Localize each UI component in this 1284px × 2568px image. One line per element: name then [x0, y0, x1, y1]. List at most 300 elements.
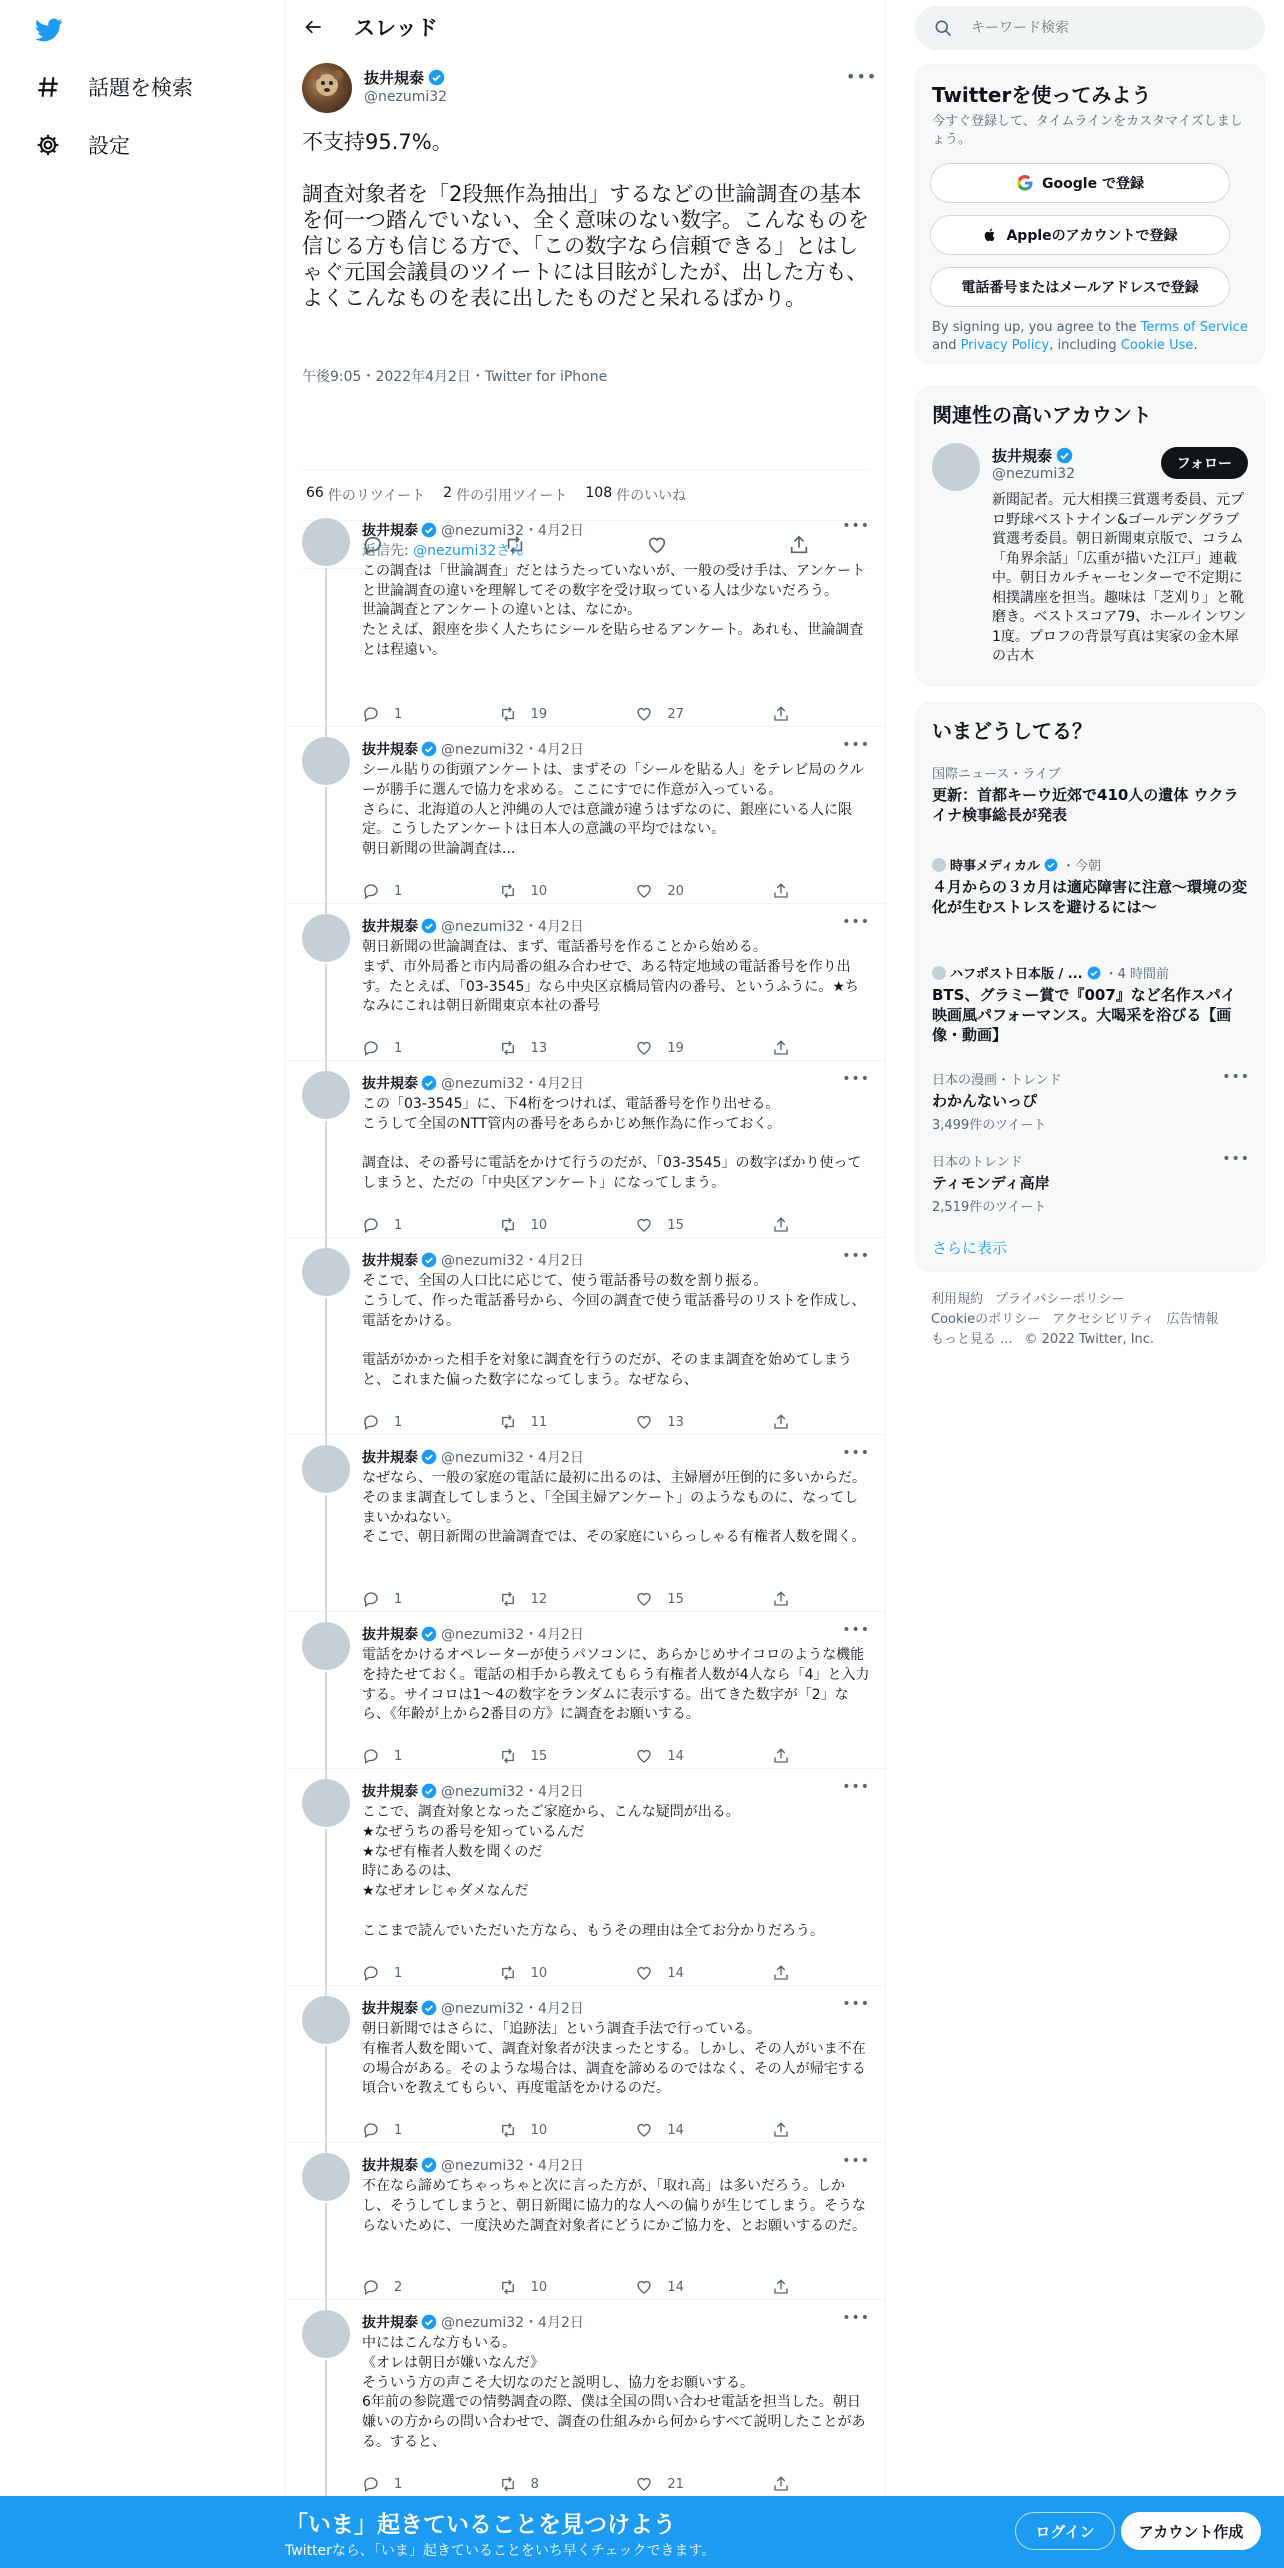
reply-icon: [362, 1039, 380, 1057]
avatar[interactable]: [302, 737, 350, 785]
trend-title: わかんないっぴ: [932, 1092, 1038, 1110]
like-icon: [635, 882, 653, 900]
stat-label: 件のいいね: [616, 488, 687, 504]
like-count: 14: [667, 2279, 684, 2295]
share-action[interactable]: [772, 2475, 792, 2493]
share-icon: [772, 882, 790, 900]
reply-icon: [362, 705, 380, 723]
signup-banner: [0, 2496, 1284, 2568]
like-icon: [635, 1747, 653, 1765]
reply-icon: [362, 1747, 380, 1765]
reply-text: 不在なら諦めてちゃっちゃと次に言った方が、「取れ高」は多いだろう。しかし、そうしてしまうと、朝日新聞に協力的な人への偏りが生じてしまう。そうならないために、一度決めた調査対象者にどうにかご協力を、とお願いするのだ。: [362, 2178, 866, 2234]
reply-tweet[interactable]: [286, 1435, 886, 1612]
reply-body: [362, 1803, 872, 1942]
share-icon: [772, 1039, 790, 1057]
reply-tweet[interactable]: [286, 2300, 886, 2500]
like-count: 19: [667, 1040, 684, 1056]
author-handle-date[interactable]: @nezumi32・4月2日: [441, 919, 584, 935]
retweet-icon: [499, 2278, 517, 2296]
share-icon: [772, 1216, 790, 1234]
like-action[interactable]: [635, 705, 725, 723]
like-action[interactable]: [635, 1413, 725, 1431]
retweet-action[interactable]: [499, 1039, 589, 1057]
reply-body: [362, 938, 872, 1017]
footer-accessibility-link[interactable]: アクセシビリティ: [1052, 1312, 1155, 1327]
tweet-meta[interactable]: 午後9:05・2022年4月2日・Twitter for iPhone: [302, 369, 608, 385]
related-title: 関連性の高いアカウント: [932, 403, 1152, 427]
like-action[interactable]: [635, 2475, 725, 2493]
gear-icon: [34, 131, 62, 159]
reply-header: [362, 1073, 584, 1093]
verified-badge-icon: [1087, 966, 1101, 980]
trend-item[interactable]: [932, 1069, 1250, 1133]
retweet-icon: [499, 2121, 517, 2139]
reply-actions: [362, 1038, 792, 1058]
author-name[interactable]: 抜井規泰: [362, 2158, 418, 2174]
related-account-handle[interactable]: @nezumi32: [992, 466, 1076, 482]
trend-meta: 国際ニュース・ライブ: [932, 767, 1061, 782]
reply-tweet[interactable]: [286, 508, 886, 727]
verified-badge-icon: [421, 918, 437, 934]
reply-count: 1: [394, 1965, 403, 1981]
like-icon: [635, 1590, 653, 1608]
author-name[interactable]: 抜井規泰: [362, 2315, 418, 2331]
reply-header: [362, 520, 584, 540]
reply-actions: [362, 704, 792, 724]
avatar[interactable]: [302, 2153, 350, 2201]
footer-privacy-link[interactable]: プライバシーポリシー: [995, 1292, 1125, 1307]
reply-actions: [362, 1412, 792, 1432]
retweet-icon: [499, 1964, 517, 1982]
reply-icon: [362, 1216, 380, 1234]
search-box[interactable]: [915, 6, 1265, 50]
related-accounts-panel: [915, 386, 1265, 686]
reply-actions: [362, 2277, 792, 2297]
retweet-action[interactable]: [499, 1964, 589, 1982]
back-arrow-icon[interactable]: [296, 9, 332, 45]
more-options-icon[interactable]: •••: [1222, 1069, 1250, 1085]
share-action[interactable]: [772, 1216, 792, 1234]
reply-count: 1: [394, 1591, 403, 1607]
more-options-icon[interactable]: •••: [1222, 1151, 1250, 1167]
trends-panel: [915, 702, 1265, 1272]
apple-signup-label: Appleのアカウントで登録: [1006, 228, 1178, 244]
reply-action[interactable]: [362, 1216, 452, 1234]
avatar[interactable]: [302, 1622, 350, 1670]
thread-header: [286, 0, 886, 53]
signup-panel: [915, 64, 1265, 364]
like-count: 15: [667, 1217, 684, 1233]
like-action[interactable]: [635, 1964, 725, 1982]
verified-badge-icon: [421, 1449, 437, 1465]
retweet-icon: [499, 1039, 517, 1057]
reply-count: 1: [394, 706, 403, 722]
author-handle-date[interactable]: @nezumi32・4月2日: [441, 1450, 584, 1466]
reply-actions: [362, 1589, 792, 1609]
verified-badge-icon: [421, 2000, 437, 2016]
search-icon: [933, 18, 953, 38]
author-name[interactable]: 抜井規泰: [362, 1627, 418, 1643]
reply-tweet[interactable]: [286, 1986, 886, 2143]
share-icon: [772, 2475, 790, 2493]
thread-line: [325, 1672, 327, 1780]
trend-time: ・今朝: [1061, 859, 1101, 874]
like-count: 13: [667, 1414, 684, 1430]
author-name[interactable]: 抜井規泰: [362, 1253, 418, 1269]
follow-button[interactable]: フォロー: [1161, 447, 1248, 479]
create-account-button[interactable]: アカウント作成: [1121, 2512, 1261, 2550]
source-avatar: [932, 858, 946, 872]
more-options-icon[interactable]: •••: [842, 1071, 870, 1087]
retweet-count: 19: [530, 706, 548, 722]
reply-header: [362, 1781, 584, 1801]
reply-header: [362, 739, 584, 759]
trend-source: 時事メディカル: [950, 859, 1040, 874]
avatar[interactable]: [302, 518, 350, 566]
related-name-text: 抜井規泰: [992, 447, 1053, 465]
tweet-text: 不支持95.7%。 調査対象者を「2段無作為抽出」するなどの世論調査の基本を何一つ踏んでいない、全く意味のない数字。こんなものを信じる方も信じる方で、「この数字なら信頼できる」とはしゃぐ元国会議員のツイートには目眩がしたが、出した方も、よくこんなものを表に出したものだと呆れるばかり。: [302, 130, 869, 310]
like-icon: [635, 2475, 653, 2493]
reply-actions: [362, 2120, 792, 2140]
retweet-icon: [499, 705, 517, 723]
reply-text: この調査は「世論調査」だとはうたっていないが、一般の受け手は、アンケートと世論調査の違いを理解してその数字を受け取っている人は少ないだろう。 世論調査とアンケートの違いとは、なにか。 たとえば、銀座を歩く人たちにシールを貼らせるアンケート。あれも、世論調査とは程遠い。: [362, 562, 866, 658]
thread-line: [325, 1495, 327, 1623]
retweet-icon: [499, 1590, 517, 1608]
retweet-action[interactable]: [499, 882, 589, 900]
footer-copyright: © 2022 Twitter, Inc.: [1024, 1332, 1155, 1347]
retweet-icon: [499, 2475, 517, 2493]
trends-title: いまどうしてる？: [932, 719, 1092, 743]
avatar[interactable]: [302, 1779, 350, 1827]
reply-tweet[interactable]: [286, 1769, 886, 1986]
trend-title: ティモンディ高岸: [932, 1174, 1050, 1192]
reply-actions: [362, 1963, 792, 1983]
author-name[interactable]: 抜井規泰: [362, 2001, 418, 2017]
retweet-count: 12: [530, 1591, 548, 1607]
twitter-logo-icon[interactable]: [32, 16, 66, 44]
retweet-count: 10: [530, 883, 548, 899]
avatar[interactable]: [302, 1071, 350, 1119]
verified-badge-icon: [421, 1252, 437, 1268]
reply-body: [362, 542, 872, 661]
google-signup-label: Google で登録: [1042, 176, 1144, 192]
reply-actions: [362, 2474, 792, 2494]
share-action[interactable]: [772, 705, 792, 723]
like-count: 14: [667, 2122, 684, 2138]
search-input[interactable]: [971, 20, 1231, 36]
more-options-icon[interactable]: •••: [842, 1996, 870, 2012]
reply-action[interactable]: [362, 1964, 452, 1982]
signup-title: Twitterを使ってみよう: [932, 83, 1152, 107]
trend-meta: 日本の漫画・トレンド: [932, 1073, 1062, 1088]
reply-tweet[interactable]: [286, 2143, 886, 2300]
author-name[interactable]: [364, 67, 445, 88]
reply-body: [362, 2020, 872, 2099]
like-action[interactable]: [635, 1039, 725, 1057]
retweet-action[interactable]: [499, 2475, 589, 2493]
share-icon: [772, 1964, 790, 1982]
author-handle-date[interactable]: @nezumi32・4月2日: [441, 1784, 584, 1800]
thread-line: [325, 568, 327, 738]
stat-likes[interactable]: [585, 485, 686, 505]
retweet-count: 10: [530, 1217, 548, 1233]
reply-text: ここで、調査対象となったご家庭から、こんな疑問が出る。 ★なぜうちの番号を知っているんだ ★なぜ有権者人数を聞くのだ 時にあるのは、 ★なぜオレじゃダメなんだ ここまで読んでいただいた方なら、もうその理由は全てお分かりだろう。: [362, 1804, 824, 1939]
verified-badge-icon: [1044, 858, 1058, 872]
reply-count: 1: [394, 2476, 403, 2492]
thread-line: [325, 964, 327, 1072]
avatar[interactable]: [302, 1248, 350, 1296]
like-action[interactable]: [635, 2121, 725, 2139]
author-handle-date[interactable]: @nezumi32・4月2日: [441, 1627, 584, 1643]
verified-badge-icon: [1056, 447, 1073, 464]
reply-icon: [362, 1590, 380, 1608]
signup-terms: [932, 319, 1250, 355]
like-count: 15: [667, 1591, 684, 1607]
trend-item[interactable]: [932, 763, 1250, 825]
author-name[interactable]: 抜井規泰: [362, 919, 418, 935]
share-action[interactable]: [772, 1590, 792, 1608]
author-handle-date[interactable]: @nezumi32・4月2日: [441, 1253, 584, 1269]
related-account-name[interactable]: [992, 445, 1073, 466]
avatar[interactable]: [302, 1445, 350, 1493]
reply-icon: [362, 2121, 380, 2139]
verified-badge-icon: [421, 741, 437, 757]
retweet-count: 11: [530, 1414, 548, 1430]
nav-settings-label: 設定: [88, 134, 130, 158]
share-icon: [772, 2121, 790, 2139]
like-action[interactable]: [635, 1747, 725, 1765]
author-name[interactable]: 抜井規泰: [362, 1450, 418, 1466]
more-options-icon[interactable]: •••: [842, 737, 870, 753]
stat-retweets[interactable]: [306, 485, 425, 505]
more-options-icon[interactable]: •••: [842, 2153, 870, 2169]
retweet-action[interactable]: [499, 1747, 589, 1765]
reply-action[interactable]: [362, 705, 452, 723]
avatar[interactable]: [302, 1996, 350, 2044]
retweet-action[interactable]: [499, 1413, 589, 1431]
retweet-action[interactable]: [499, 2121, 589, 2139]
like-icon: [635, 1964, 653, 1982]
retweet-count: 10: [530, 2279, 548, 2295]
share-action[interactable]: [772, 882, 792, 900]
reply-text: なぜなら、一般の家庭の電話に最初に出るのは、主婦層が圧倒的に多いからだ。そのまま調査してしまうと、「全国主婦アンケート」のようなものに、なってしまいかねない。 そこで、朝日新聞の世論調査では、その家庭にいらっしゃる有権者人数を聞く。: [362, 1470, 866, 1546]
retweet-action[interactable]: [499, 1216, 589, 1234]
reply-action[interactable]: [362, 1747, 452, 1765]
reply-body: [362, 1646, 872, 1725]
nav-explore[interactable]: [34, 67, 193, 107]
login-button[interactable]: ログイン: [1015, 2512, 1115, 2550]
reply-action[interactable]: [362, 2121, 452, 2139]
trend-count: 2,519件のツイート: [932, 1200, 1047, 1215]
reply-header: [362, 1998, 584, 2018]
google-icon: [1016, 174, 1034, 192]
reply-text: この「03-3545」に、下4桁をつければ、電話番号を作り出せる。 こうして全国のNTT管内の番号をあらかじめ無作為に作っておく。 調査は、その番号に電話をかけて行うのだが、「03-3545」の数字ばかり使ってしまうと、ただの「中央区アンケート」になってしまう。: [362, 1096, 862, 1192]
like-action[interactable]: [635, 1590, 725, 1608]
author-name[interactable]: 抜井規泰: [362, 1784, 418, 1800]
reply-to-link[interactable]: @nezumi32さん: [413, 543, 525, 559]
like-icon: [635, 1216, 653, 1234]
avatar[interactable]: [302, 2310, 350, 2358]
reply-action[interactable]: [362, 2278, 452, 2296]
reply-icon: [362, 2278, 380, 2296]
reply-text: シール貼りの街頭アンケートは、まずその「シールを貼る人」をテレビ局のクルーが勝手に選んで協力を求める。ここにすでに作意が入っている。 さらに、北海道の人と沖縄の人では意識が違うはずなのに、銀座にいる人に限定。こうしたアンケートは日本人の意識の平均ではない。 朝日新聞の世論調査は...: [362, 762, 864, 858]
footer-ads-link[interactable]: 広告情報: [1166, 1312, 1219, 1327]
reply-action[interactable]: [362, 1590, 452, 1608]
reply-icon: [362, 1413, 380, 1431]
verified-badge-icon: [421, 522, 437, 538]
thread-line: [325, 2360, 327, 2511]
nav-settings[interactable]: [34, 125, 130, 165]
retweet-action[interactable]: [499, 2278, 589, 2296]
author-handle-date[interactable]: @nezumi32・4月2日: [441, 1076, 584, 1092]
reply-action[interactable]: [362, 2475, 452, 2493]
terms-text: .: [1193, 338, 1198, 353]
trend-source: ハフポスト日本版 / ...: [950, 967, 1083, 982]
reply-text: 朝日新聞の世論調査は、まず、電話番号を作ることから始める。 まず、市外局番と市内局番の組み合わせで、ある特定地域の電話番号を作り出す。たとえば、「03-3545」なら中央区京橋局管内の番号、というふうに。★ちなみにこれは朝日新聞東京本社の番号: [362, 939, 859, 1015]
hashtag-icon: [34, 73, 62, 101]
more-options-icon[interactable]: •••: [842, 914, 870, 930]
banner-subtitle: Twitterなら、「いま」起きていることをいち早くチェックできます。: [285, 2543, 716, 2559]
page-title: スレッド: [354, 15, 438, 40]
reply-action[interactable]: [362, 1413, 452, 1431]
stat-quotes[interactable]: [443, 485, 567, 505]
reply-tweet[interactable]: [286, 904, 886, 1061]
avatar[interactable]: [302, 63, 352, 113]
left-navigation: [0, 0, 285, 2568]
footer-terms-link[interactable]: 利用規約: [931, 1292, 984, 1307]
like-action[interactable]: [635, 1216, 725, 1234]
share-action[interactable]: [772, 1964, 792, 1982]
retweet-action[interactable]: [499, 705, 589, 723]
reply-header: [362, 2155, 584, 2175]
reply-count: 1: [394, 1217, 403, 1233]
trend-title: BTS、グラミー賞で『007』など名作スパイ映画風パフォーマンス。大喝采を浴びる【画像・動画】: [932, 986, 1236, 1044]
more-options-icon[interactable]: •••: [842, 2310, 870, 2326]
author-handle-date[interactable]: @nezumi32・4月2日: [441, 2315, 584, 2331]
trend-meta: 日本のトレンド: [932, 1155, 1023, 1170]
trend-title: ４月からの３カ月は適応障害に注意～環境の変化が生むストレスを避けるには～: [932, 878, 1248, 916]
stat-number: 108: [585, 485, 613, 501]
more-options-icon[interactable]: •••: [842, 518, 870, 534]
privacy-policy-link[interactable]: Privacy Policy: [960, 338, 1050, 353]
author-handle[interactable]: @nezumi32: [364, 89, 448, 105]
reply-count: 1: [394, 2122, 403, 2138]
reply-action[interactable]: [362, 1039, 452, 1057]
author-name[interactable]: 抜井規泰: [362, 523, 418, 539]
share-action[interactable]: [772, 2278, 792, 2296]
nav-explore-label: 話題を検索: [88, 76, 193, 100]
retweet-icon: [499, 1747, 517, 1765]
cookie-use-link[interactable]: Cookie Use: [1120, 338, 1194, 353]
thread-line: [325, 2046, 327, 2154]
verified-badge-icon: [428, 69, 445, 86]
reply-icon: [362, 1964, 380, 1982]
footer-cookie-link[interactable]: Cookieのポリシー: [931, 1312, 1041, 1327]
reply-action[interactable]: [362, 882, 452, 900]
reply-text: 電話をかけるオペレーターが使うパソコンに、あらかじめサイコロのような機能を持たせておく。電話の相手から教えてもらう有権者人数が4人なら「4」と入力する。サイコロは1〜4の数字をランダムに表示する。出てきた数字が「2」なら、《年齢が上から2番目の方》に調査をお願いする。: [362, 1647, 870, 1723]
like-icon: [635, 2121, 653, 2139]
terms-text: By signing up, you agree to the: [932, 320, 1141, 335]
share-action[interactable]: [772, 1747, 792, 1765]
share-action[interactable]: [772, 1413, 792, 1431]
main-column: [285, 0, 885, 2568]
stat-number: 2: [443, 485, 453, 501]
author-handle-date[interactable]: @nezumi32・4月2日: [441, 523, 584, 539]
more-options-icon[interactable]: •••: [842, 1622, 870, 1638]
author-name[interactable]: 抜井規泰: [362, 1076, 418, 1092]
footer-more-link[interactable]: もっと見る ...: [931, 1332, 1013, 1347]
retweet-count: 13: [530, 1040, 548, 1056]
stat-number: 66: [306, 485, 324, 501]
more-options-icon[interactable]: •••: [842, 1779, 870, 1795]
share-action[interactable]: [772, 2121, 792, 2139]
author-name-text: 抜井規泰: [364, 69, 425, 87]
like-action[interactable]: [635, 882, 725, 900]
reply-tweet[interactable]: [286, 1238, 886, 1435]
apple-signup-button[interactable]: [930, 215, 1230, 255]
verified-badge-icon: [421, 1783, 437, 1799]
retweet-icon: [499, 882, 517, 900]
related-account-bio: 新聞記者。元大相撲三賞選考委員、元プロ野球ベストナイン&ゴールデングラブ賞選考委員。朝日新聞東京版で、コラム「角界余話」「広重が描いた江戸」連載中。朝日カルチャーセンターで不定期に相撲講座を担当。趣味は「芝刈り」と靴磨き。ベストスコア79、ホールインワン1度。プロフの背景写真は実家の金木犀の古木: [992, 492, 1247, 664]
reply-icon: [362, 882, 380, 900]
like-action[interactable]: [635, 2278, 725, 2296]
thread-line: [325, 1298, 327, 1446]
reply-header: [362, 2312, 584, 2332]
share-icon: [772, 1747, 790, 1765]
like-count: 21: [667, 2476, 684, 2492]
terms-of-service-link[interactable]: Terms of Service: [1140, 320, 1248, 335]
share-action[interactable]: [772, 1039, 792, 1057]
author-handle-date[interactable]: @nezumi32・4月2日: [441, 742, 584, 758]
trend-item[interactable]: [932, 1151, 1250, 1215]
reply-tweet[interactable]: [286, 1061, 886, 1238]
avatar[interactable]: [302, 914, 350, 962]
thread-line: [325, 1121, 327, 1249]
trend-meta: [932, 855, 1250, 874]
reply-tweet[interactable]: [286, 727, 886, 904]
reply-actions: [362, 1746, 792, 1766]
retweet-icon: [499, 1413, 517, 1431]
trend-meta: [932, 963, 1250, 982]
like-icon: [635, 1039, 653, 1057]
like-count: 14: [667, 1748, 684, 1764]
show-more-link[interactable]: さらに表示: [932, 1239, 1008, 1257]
author-handle-date[interactable]: @nezumi32・4月2日: [441, 2001, 584, 2017]
reply-body: [362, 1272, 872, 1391]
reply-to-line: [362, 542, 872, 562]
footer-links: [931, 1290, 1261, 1350]
trend-time: ・4 時間前: [1104, 967, 1170, 982]
trend-item[interactable]: [932, 855, 1250, 917]
share-icon: [772, 1413, 790, 1431]
reply-tweet[interactable]: [286, 1612, 886, 1769]
reply-body: [362, 1095, 872, 1194]
author-name[interactable]: 抜井規泰: [362, 742, 418, 758]
retweet-action[interactable]: [499, 1590, 589, 1608]
more-options-icon[interactable]: •••: [842, 1248, 870, 1264]
trend-item[interactable]: [932, 963, 1250, 1045]
more-options-icon[interactable]: •••: [846, 67, 878, 86]
author-handle-date[interactable]: @nezumi32・4月2日: [441, 2158, 584, 2174]
more-options-icon[interactable]: •••: [842, 1445, 870, 1461]
reply-header: [362, 1624, 584, 1644]
google-signup-button[interactable]: [930, 163, 1230, 203]
reply-actions: [362, 881, 792, 901]
avatar[interactable]: [932, 443, 980, 491]
reply-text: 朝日新聞ではさらに、「追跡法」という調査手法で行っている。 有権者人数を聞いて、調査対象者が決まったとする。しかし、その人がいま不在の場合がある。そのような場合は、調査を諦めるのではなく、その人が帰宅する頃合いを教えてもらい、再度電話をかけるのだ。: [362, 2021, 866, 2097]
verified-badge-icon: [421, 1075, 437, 1091]
phone-signup-button[interactable]: [930, 267, 1230, 307]
